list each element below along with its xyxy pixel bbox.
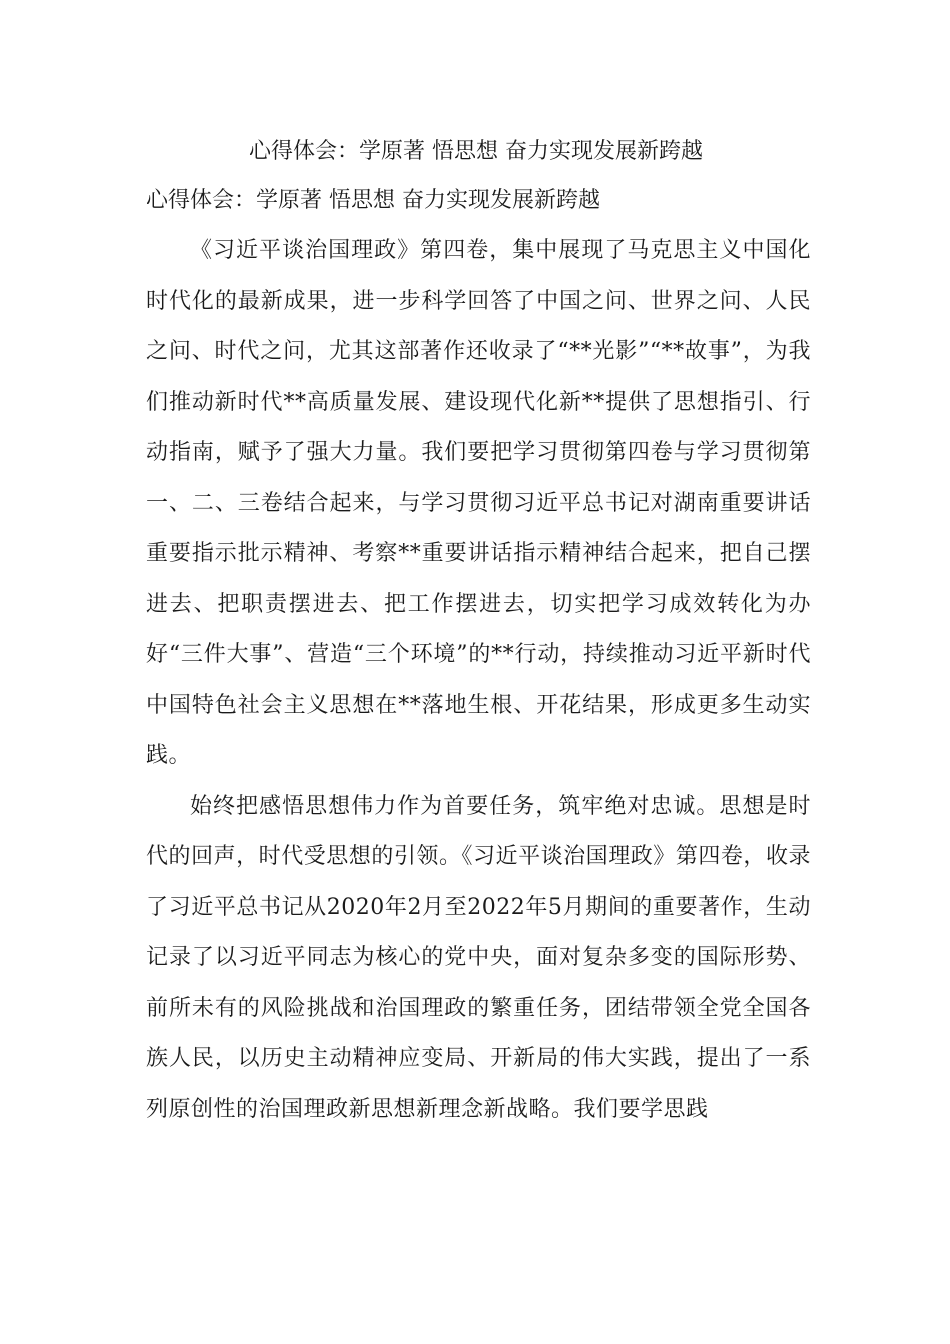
paragraph-1: 《习近平谈治国理政》第四卷，集中展现了马克思主义中国化时代化的最新成果，进一步科学回答了中国之问、世界之问、人民之问、时代之问，尤其这部著作还收录了“**光影”“**故事”，为我们推动新时代**高质量发展、建设现代化新**提供了思想指引、行动指南，赋予了强大力量。我们要把学习贯彻第四卷与学习贯彻第一、二、三卷结合起来，与学习贯彻习近平总书记对湖南重要讲话重要指示批示精神、考察**重要讲话指示精神结合起来，把自己摆进去、把职责摆进去、把工作摆进去，切实把学习成效转化为办好“三件大事”、营造“三个环境”的**行动，持续推动习近平新时代中国特色社会主义思想在**落地生根、开花结果，形成更多生动实践。 xyxy=(146,238,811,768)
document-title: 心得体会：学原著 悟思想 奋力实现发展新跨越 xyxy=(249,139,703,164)
document-subtitle: 心得体会：学原著 悟思想 奋力实现发展新跨越 xyxy=(146,188,600,213)
document-body xyxy=(146,226,811,1135)
paragraph-2: 始终把感悟思想伟力作为首要任务，筑牢绝对忠诚。思想是时代的回声，时代受思想的引领。《习近平谈治国理政》第四卷，收录了习近平总书记从2020年2月至2022年5月期间的重要著作，生动记录了以习近平同志为核心的党中央，面对复杂多变的国际形势、前所未有的风险挑战和治国理政的繁重任务，团结带领全党全国各族人民，以历史主动精神应变局、开新局的伟大实践，提出了一系列原创性的治国理政新思想新理念新战略。我们要学思践 xyxy=(146,793,811,1122)
